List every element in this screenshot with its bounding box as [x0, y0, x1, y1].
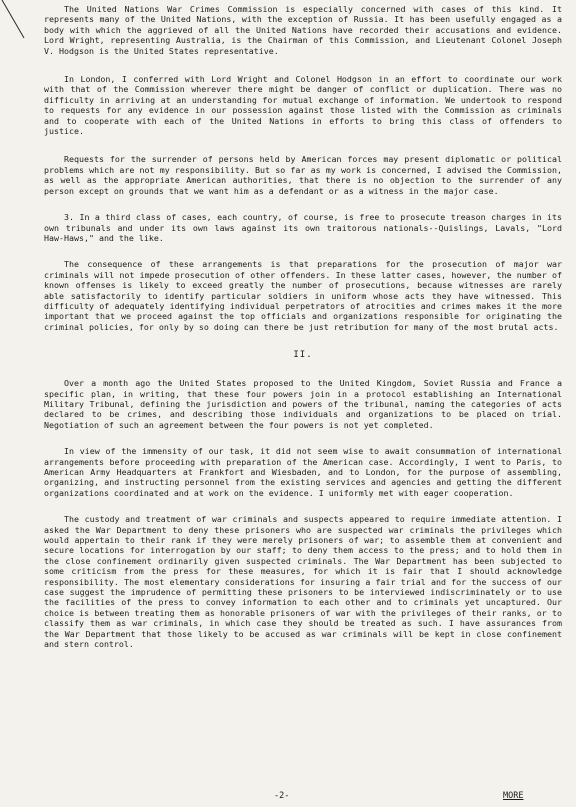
- paragraph-third-class: [44, 212, 562, 243]
- paragraph-text: Requests for the surrender of persons held by American forces may present diplomatic or political problems which are not my responsibility. But so far as my work is concerned, I advised the Commission, as well as the appropriate American authorities, that there is no objection to the surrender of any person except on grounds that we want him as a defendant or as a witness in the major case.: [44, 154, 562, 196]
- paragraph-consequence: [44, 259, 562, 332]
- section-heading: II.: [293, 350, 313, 361]
- paragraph-immensity: [44, 446, 562, 498]
- paragraph-text: The custody and treatment of war criminals and suspects appeared to require immediate attention. I asked the War Department to deny these prisoners who are suspected war criminals the privileges which would appertain to their rank if they were merely prisoners of war; to assemble them at convenient and secure locations for interrogation by our staff; to deny them access to the press; and to hold them in the close confinement ordinarily given suspected criminals. The War Department has been subjected to some criticism from the press for these measures, for which it is fair that I should acknowledge responsibility. The most elementary considerations for insuring a fair trial and for the success of our case suggest the imprudence of permitting these prisoners to be interviewed indiscriminately or to use the facilities of the press to convey information to each other and to criminals yet uncaptured. Our choice is between treating them as honorable prisoners of war with the privileges of their ranks, or to classify them as war criminals, in which case they should be treated as such. I have assurances from the War Department that those likely to be accused as war criminals will be kept in close confinement and stern control.: [44, 514, 562, 650]
- paragraph-text: In London, I conferred with Lord Wright and Colonel Hodgson in an effort to coordinate our work with that of the Commission wherever there might be danger of conflict or duplication. There was no difficulty in arriving at an understanding for mutual exchange of information. We undertook to respond to requests for any evidence in our possession against those listed with the Commission as criminals and to cooperate with each of the United Nations in efforts to bring this class of offenders to justice.: [44, 74, 562, 137]
- paragraph-text: 3. In a third class of cases, each country, of course, is free to prosecute treason charges in its own tribunals and under its own laws against its own traitorous nationals--Quislings, Lavals, "Lord Haw-Haws," and the like.: [44, 212, 562, 243]
- paragraph-war-crimes-commission: [44, 4, 562, 56]
- paragraph-text: In view of the immensity of our task, it did not seem wise to await consummation of international arrangements before proceeding with preparation of the American case. Accordingly, I went to Paris, to American Army Headquarters at Frankfort and Wiesbaden, and to London, for the purpose of assembling, organizing, and instructing personnel from the existing services and agencies and getting the different organizations coordinated and at work on the evidence. I uniformly met with eager cooperation.: [44, 446, 562, 498]
- paragraph-text: The consequence of these arrangements is that preparations for the prosecution of major war criminals will not impede prosecution of other offenders. In these latter cases, however, the number of known offenses is likely to exceed greatly the number of prosecutions, because witnesses are rarely able satisfactorily to identify particular soldiers in uniform whose acts they have witnessed. This difficulty of adequately identifying individual perpetrators of atrocities and crimes makes it the more important that we proceed against the top officials and organizations responsible for originating the criminal policies, for only by so doing can there be just retribution for many of the most brutal acts.: [44, 259, 562, 332]
- paragraph-london-conference: [44, 74, 562, 136]
- continuation-marker: MORE: [503, 791, 524, 801]
- page-number: -2-: [274, 791, 290, 801]
- paragraph-surrender-requests: [44, 154, 562, 196]
- paragraph-us-proposal: [44, 378, 562, 430]
- paragraph-text: Over a month ago the United States proposed to the United Kingdom, Soviet Russia and France a specific plan, in writing, that these four powers join in a protocol establishing an International Military Tribunal, defining the jurisdiction and powers of the tribunal, naming the categories of acts declared to be crimes, and describing those individuals and organizations to be placed on trial. Negotiation of such an agreement between the four powers is not yet completed.: [44, 378, 562, 430]
- paragraph-custody: [44, 514, 562, 649]
- corner-mark: [0, 0, 30, 40]
- paragraph-text: The United Nations War Crimes Commission is especially concerned with cases of this kind. It represents many of the United Nations, with the exception of Russia. It has been usefully engaged as a body with which the aggrieved of all the United Nations have recorded their accusations and evidence. Lord Wright, representing Australia, is the Chairman of this Commission, and Lieutenant Colonel Joseph V. Hodgson is the United States representative.: [44, 4, 562, 56]
